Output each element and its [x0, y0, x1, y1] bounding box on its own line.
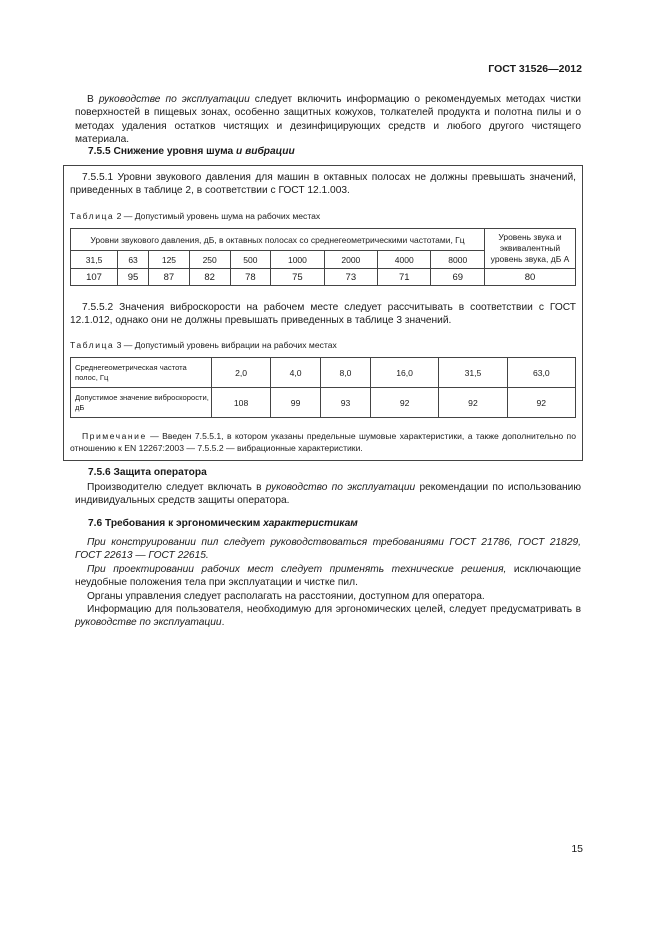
s756-pre: Производителю следует включать в [87, 482, 266, 493]
s76-p2-rest: исключающие неудобные положения тела при эксплуатации и чистке пил. [75, 564, 581, 589]
table-3-cell: 93 [321, 388, 371, 418]
intro-pre: В [87, 94, 99, 105]
table-3-caption-text: 3 — Допустимый уровень вибрации на рабочих местах [116, 340, 337, 350]
table-3-cell: 63,0 [507, 358, 575, 388]
noise-vibration-box [63, 165, 583, 461]
intro-paragraph [75, 93, 581, 147]
freq-cell: 31,5 [71, 251, 118, 269]
value-cell: 95 [118, 269, 149, 286]
s76-title-bold: 7.6 Требования к эргономическим [88, 518, 264, 529]
note-text: — Введен 7.5.5.1, в котором указаны предельные шумовые характеристики, а также дополнительно по отношению к EN 12267:2003 — 7.5.5.2 — вибрационные характеристики. [70, 431, 576, 453]
value-cell: 87 [149, 269, 190, 286]
table-2-header-main: Уровни звукового давления, дБ, в октавных полосах со среднегеометрическими частотами, Гц [71, 229, 485, 251]
table-3-cell: 108 [212, 388, 271, 418]
value-cell: 107 [71, 269, 118, 286]
s76-p1-text: При конструировании пил следует руководствоваться требованиями ГОСТ 21786, ГОСТ 21829, ГОСТ 22613 — ГОСТ 22615. [75, 537, 581, 562]
table-3-cell: 99 [271, 388, 321, 418]
freq-cell: 250 [189, 251, 230, 269]
value-cell: 73 [324, 269, 377, 286]
s756-link: руководство по эксплуатации [265, 482, 416, 493]
section-7-6-p3: Органы управления следует располагать на расстоянии, доступном для оператора. [87, 591, 485, 602]
table-2-caption-text: 2 — Допустимый уровень шума на рабочих местах [116, 211, 321, 221]
table-3-row2-label: Допустимое значение виброскорости, дБ [71, 388, 212, 418]
section-7-5-5-title-bold: 7.5.5 Снижение уровня шума [88, 146, 237, 157]
freq-cell: 1000 [271, 251, 324, 269]
table-3-cell: 31,5 [439, 358, 507, 388]
table-3-cell: 4,0 [271, 358, 321, 388]
table-2-values-row [71, 269, 576, 286]
table-3-row-values [71, 388, 576, 418]
value-cell: 82 [189, 269, 230, 286]
s76-p2-italic: При проектировании рабочих мест следует применять технические решения, [87, 564, 507, 575]
document-code: ГОСТ 31526—2012 [488, 63, 582, 75]
s76-p4-pre: Информацию для пользователя, необходимую для эргономических целей, следует предусматривать в [87, 604, 581, 615]
s76-p4-post: . [221, 617, 225, 629]
paragraph-7-5-5-2: 7.5.5.2 Значения виброскорости на рабочем месте следует рассчитывать в соответствии с ГОСТ 12.1.012, однако они не должны превышать приведенных в таблице 3 значений. [70, 302, 576, 327]
freq-cell: 63 [118, 251, 149, 269]
section-7-6-p4 [75, 603, 581, 630]
section-7-6-title [88, 518, 358, 529]
paragraph-7-5-5-1: 7.5.5.1 Уровни звукового давления для машин в октавных полосах не должны превышать значений, приведенных в таблице 2, в соответствии с ГОСТ 12.1.003. [70, 172, 576, 197]
table-3-cell: 16,0 [370, 358, 438, 388]
table-3-cell: 92 [370, 388, 438, 418]
freq-cell: 8000 [431, 251, 485, 269]
note-label: Примечание [82, 431, 147, 441]
value-cell-total: 80 [485, 269, 576, 286]
table-2-caption [70, 211, 320, 221]
table-3-cell: 2,0 [212, 358, 271, 388]
freq-cell: 125 [149, 251, 190, 269]
table-3-row1-label: Среднегеометрическая частота полос, Гц [71, 358, 212, 388]
table-2-caption-label: Таблица [70, 211, 115, 221]
section-7-6-p2 [75, 563, 581, 590]
freq-cell: 2000 [324, 251, 377, 269]
intro-post: следует включить информацию о рекомендуемых методах чистки поверхностей в пищевых зонах, особенно защитных кожухов, толкателей продукта и полотна пилы и о методах удаления остатков чистящих и дезинфицирующих средств и любого другого чистящего материала. [75, 94, 581, 146]
section-7-5-5-title [88, 146, 295, 157]
section-7-5-6-paragraph [75, 481, 581, 508]
s756-post: рекомендации по использованию индивидуальных средств защиты оператора. [75, 482, 581, 507]
table-3-row-freq [71, 358, 576, 388]
section-7-5-6-title: 7.5.6 Защита оператора [88, 467, 207, 478]
page-number: 15 [571, 843, 583, 855]
table-3-caption [70, 340, 337, 350]
table-3-cell: 92 [507, 388, 575, 418]
table-note [70, 430, 576, 454]
s76-p4-link: руководстве по эксплуатации [75, 617, 222, 629]
table-2-noise-levels [70, 228, 576, 286]
freq-cell: 500 [230, 251, 271, 269]
table-3-caption-label: Таблица [70, 340, 115, 350]
section-7-6-p1 [75, 536, 581, 563]
freq-cell: 4000 [378, 251, 431, 269]
table-3-vibration-levels [70, 357, 576, 418]
section-7-5-5-title-italic: и вибрации [236, 146, 295, 157]
value-cell: 78 [230, 269, 271, 286]
intro-link: руководстве по эксплуатации [98, 94, 250, 105]
table-2-header-right: Уровень звука и эквивалентный уровень звука, дБ А [485, 229, 576, 269]
table-3-cell: 8,0 [321, 358, 371, 388]
s76-title-italic: характеристикам [263, 518, 358, 529]
table-3-cell: 92 [439, 388, 507, 418]
value-cell: 75 [271, 269, 324, 286]
value-cell: 69 [431, 269, 485, 286]
value-cell: 71 [378, 269, 431, 286]
